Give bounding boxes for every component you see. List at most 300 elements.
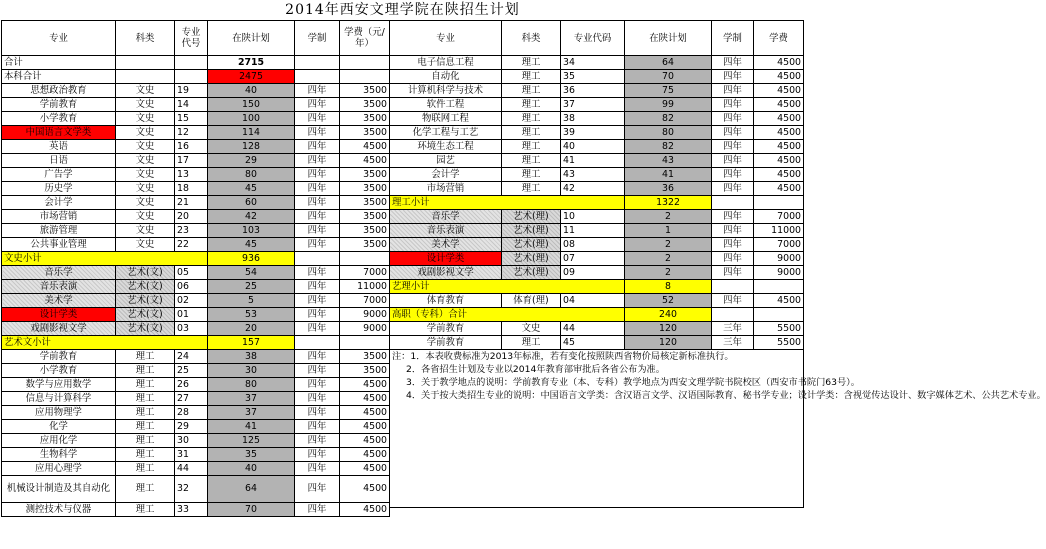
major-cell: 物联网工程 [390,112,502,126]
major-cell: 音乐表演 [390,224,502,238]
total-label: 合计 [2,56,116,70]
duration-cell: 四年 [712,294,754,308]
header-major: 专业 [2,21,116,56]
plan-cell: 45 [208,182,295,196]
table-row [390,56,804,70]
plan-cell: 37 [208,406,295,420]
code-cell: 25 [175,364,208,378]
code-cell: 29 [175,420,208,434]
category-cell: 文史 [116,112,175,126]
duration-cell: 四年 [295,503,340,517]
major-cell: 信息与计算科学 [2,392,116,406]
plan-cell: 42 [208,210,295,224]
notes-block [390,350,1046,508]
category-cell: 文史 [116,126,175,140]
category-cell: 理工 [502,84,561,98]
major-cell: 学前教育 [390,336,502,350]
table-row [390,140,804,154]
table-row [2,336,390,350]
fee-cell: 3500 [340,168,390,182]
table-row [2,308,390,322]
duration-cell: 四年 [295,210,340,224]
duration-cell: 四年 [712,252,754,266]
fee-cell: 7000 [754,238,804,252]
duration-cell: 四年 [712,266,754,280]
fee-cell: 3500 [340,350,390,364]
table-row [390,112,804,126]
table-row [2,98,390,112]
code-cell: 17 [175,154,208,168]
duration-cell: 四年 [712,112,754,126]
code-cell: 35 [561,70,625,84]
subtotal-plan: 8 [625,280,712,294]
subtotal-label: 文史小计 [2,252,208,266]
plan-cell: 2 [625,238,712,252]
category-cell: 艺术(理) [502,238,561,252]
category-cell: 文史 [116,98,175,112]
major-cell: 学前教育 [2,350,116,364]
major-cell: 软件工程 [390,98,502,112]
subtotal-label: 艺理小计 [390,280,625,294]
major-cell: 音乐表演 [2,280,116,294]
major-cell: 音乐学 [2,266,116,280]
duration-cell: 四年 [295,238,340,252]
table-row [2,252,390,266]
table-header-row [390,21,804,56]
duration-cell: 四年 [295,112,340,126]
left-plan-table [1,20,390,517]
fee-cell: 4500 [754,84,804,98]
table-row [2,503,390,517]
category-cell: 艺术(理) [502,252,561,266]
table-row [2,140,390,154]
duration-cell: 四年 [712,224,754,238]
plan-cell: 80 [208,378,295,392]
category-cell: 理工 [116,420,175,434]
code-cell: 24 [175,350,208,364]
table-row [2,462,390,476]
duration-cell: 四年 [295,140,340,154]
major-cell: 广告学 [2,168,116,182]
plan-cell: 29 [208,154,295,168]
duration-cell: 四年 [295,126,340,140]
table-row [390,196,804,210]
fee-cell: 4500 [340,420,390,434]
duration-cell: 四年 [712,70,754,84]
duration-cell: 四年 [712,238,754,252]
duration-cell: 四年 [712,98,754,112]
fee-cell: 4500 [340,434,390,448]
fee-cell: 3500 [340,182,390,196]
major-cell: 设计学类 [390,252,502,266]
header-plan: 在陕计划 [625,21,712,56]
fee-cell: 3500 [340,238,390,252]
code-cell: 36 [561,84,625,98]
plan-cell: 37 [208,392,295,406]
plan-cell: 114 [208,126,295,140]
note-line: 注：1．本表收费标准为2013年标准，若有变化按照陕西省物价局核定新标准执行。 [392,351,734,362]
category-cell: 理工 [502,182,561,196]
duration-cell: 四年 [295,98,340,112]
notes-row [390,350,804,508]
category-cell: 文史 [116,154,175,168]
fee-cell: 4500 [754,182,804,196]
category-cell: 艺术(文) [116,308,175,322]
plan-cell: 20 [208,322,295,336]
category-cell: 理工 [502,70,561,84]
subtotal-label: 理工小计 [390,196,625,210]
fee-cell: 7000 [340,266,390,280]
code-cell: 21 [175,196,208,210]
plan-cell: 82 [625,140,712,154]
code-cell: 14 [175,98,208,112]
major-cell: 英语 [2,140,116,154]
table-header-row [2,21,390,56]
plan-cell: 103 [208,224,295,238]
fee-cell: 11000 [754,224,804,238]
vocational-total-label: 高职（专科）合计 [390,308,625,322]
plan-cell: 52 [625,294,712,308]
header-code: 专业代码 [561,21,625,56]
category-cell: 理工 [116,392,175,406]
category-cell [116,56,175,70]
plan-cell: 150 [208,98,295,112]
code-cell: 07 [561,252,625,266]
major-cell: 日语 [2,154,116,168]
table-row [2,168,390,182]
code-cell: 43 [561,168,625,182]
major-cell: 市场营销 [2,210,116,224]
table-row [2,364,390,378]
table-row [2,392,390,406]
plan-cell: 1 [625,224,712,238]
category-cell: 理工 [116,503,175,517]
duration-cell: 四年 [295,154,340,168]
major-cell: 美术学 [390,238,502,252]
table-row [2,406,390,420]
major-cell: 化学 [2,420,116,434]
fee-cell: 4500 [754,140,804,154]
subtotal-plan: 1322 [625,196,712,210]
major-cell: 公共事业管理 [2,238,116,252]
plan-cell: 80 [208,168,295,182]
major-cell: 小学教育 [2,364,116,378]
plan-cell: 75 [625,84,712,98]
fee-cell: 4500 [340,503,390,517]
category-cell: 理工 [116,448,175,462]
table-row [390,168,804,182]
major-cell: 会计学 [390,168,502,182]
category-cell: 理工 [116,364,175,378]
table-row [390,322,804,336]
table-row [2,322,390,336]
category-cell: 艺术(文) [116,280,175,294]
code-cell: 41 [561,154,625,168]
duration-cell: 四年 [295,420,340,434]
fee-cell: 3500 [340,112,390,126]
code-cell: 38 [561,112,625,126]
category-cell: 艺术(理) [502,210,561,224]
major-cell: 市场营销 [390,182,502,196]
category-cell: 文史 [116,140,175,154]
plan-cell: 38 [208,350,295,364]
code-cell [175,70,208,84]
table-row [390,280,804,294]
duration-cell [295,70,340,84]
category-cell: 艺术(文) [116,266,175,280]
plan-cell: 2 [625,210,712,224]
major-cell: 数学与应用数学 [2,378,116,392]
plan-cell: 70 [208,503,295,517]
code-cell: 08 [561,238,625,252]
table-row [2,70,390,84]
plan-cell: 64 [625,56,712,70]
major-cell: 音乐学 [390,210,502,224]
table-row [2,224,390,238]
category-cell: 理工 [502,140,561,154]
duration-cell: 四年 [712,126,754,140]
fee-cell [754,308,804,322]
plan-cell: 70 [625,70,712,84]
page-title: 2014年西安文理学院在陕招生计划 [285,2,520,18]
header-fee: 学费 [754,21,804,56]
fee-cell: 4500 [754,154,804,168]
major-cell: 自动化 [390,70,502,84]
table-row [390,98,804,112]
vocational-total-plan: 240 [625,308,712,322]
header-major: 专业 [390,21,502,56]
fee-cell: 4500 [340,406,390,420]
header-duration: 学制 [712,21,754,56]
fee-cell: 4500 [340,154,390,168]
plan-cell: 41 [208,420,295,434]
table-row [2,126,390,140]
duration-cell: 四年 [295,308,340,322]
plan-cell: 30 [208,364,295,378]
duration-cell [295,252,340,266]
duration-cell: 四年 [712,154,754,168]
duration-cell: 四年 [295,434,340,448]
category-cell: 文史 [116,224,175,238]
major-cell: 化学工程与工艺 [390,126,502,140]
fee-cell [340,56,390,70]
category-cell: 理工 [502,336,561,350]
table-row [390,84,804,98]
fee-cell [754,280,804,294]
fee-cell: 9000 [340,322,390,336]
category-cell: 理工 [116,462,175,476]
category-cell: 理工 [502,112,561,126]
undergrad-total-label: 本科合计 [2,70,116,84]
code-cell: 13 [175,168,208,182]
category-cell: 理工 [502,56,561,70]
category-cell [116,70,175,84]
plan-cell: 41 [625,168,712,182]
plan-cell: 54 [208,266,295,280]
table-row [2,294,390,308]
table-row [2,280,390,294]
code-cell: 40 [561,140,625,154]
major-cell: 生物科学 [2,448,116,462]
duration-cell: 四年 [295,84,340,98]
fee-cell: 9000 [754,252,804,266]
major-cell: 中国语言文学类 [2,126,116,140]
category-cell: 理工 [502,168,561,182]
code-cell: 44 [175,462,208,476]
table-row [2,434,390,448]
table-row [2,420,390,434]
code-cell [175,56,208,70]
category-cell: 体育(理) [502,294,561,308]
duration-cell [712,196,754,210]
major-cell: 美术学 [2,294,116,308]
plan-cell: 60 [208,196,295,210]
code-cell: 20 [175,210,208,224]
table-row [2,210,390,224]
major-cell: 旅游管理 [2,224,116,238]
plan-cell: 128 [208,140,295,154]
fee-cell [340,252,390,266]
major-cell: 计算机科学与技术 [390,84,502,98]
fee-cell: 4500 [340,378,390,392]
duration-cell: 四年 [712,182,754,196]
table-row [2,448,390,462]
fee-cell: 7000 [340,294,390,308]
major-cell: 应用化学 [2,434,116,448]
category-cell: 文史 [116,238,175,252]
code-cell: 28 [175,406,208,420]
fee-cell: 4500 [340,462,390,476]
fee-cell: 9000 [754,266,804,280]
duration-cell: 四年 [295,462,340,476]
plan-cell: 25 [208,280,295,294]
category-cell: 艺术(理) [502,266,561,280]
fee-cell: 5500 [754,322,804,336]
plan-cell: 40 [208,84,295,98]
right-plan-table [389,20,1046,508]
note-line: 3．关于教学地点的说明：学前教育专业（本、专科）教学地点为西安文理学院书院校区（西安市书院门63号）。 [406,377,860,388]
header-category: 科类 [502,21,561,56]
fee-cell: 4500 [754,112,804,126]
code-cell: 01 [175,308,208,322]
major-cell: 设计学类 [2,308,116,322]
fee-cell: 3500 [340,364,390,378]
fee-cell: 4500 [340,392,390,406]
code-cell: 45 [561,336,625,350]
major-cell: 小学教育 [2,112,116,126]
category-cell: 理工 [116,434,175,448]
total-plan: 2715 [208,56,295,70]
code-cell: 32 [175,476,208,503]
table-row [2,154,390,168]
table-row [2,266,390,280]
table-row [390,210,804,224]
code-cell: 06 [175,280,208,294]
fee-cell: 4500 [754,98,804,112]
code-cell: 26 [175,378,208,392]
plan-cell: 80 [625,126,712,140]
subtotal-plan: 936 [208,252,295,266]
duration-cell: 四年 [295,322,340,336]
duration-cell: 四年 [295,406,340,420]
category-cell: 文史 [116,168,175,182]
header-plan: 在陕计划 [208,21,295,56]
duration-cell: 三年 [712,336,754,350]
category-cell: 艺术(文) [116,294,175,308]
category-cell: 理工 [502,154,561,168]
code-cell: 23 [175,224,208,238]
fee-cell: 4500 [754,70,804,84]
duration-cell: 四年 [295,476,340,503]
table-row [390,182,804,196]
duration-cell: 四年 [295,182,340,196]
duration-cell: 四年 [295,294,340,308]
code-cell: 34 [561,56,625,70]
duration-cell [295,336,340,350]
fee-cell: 4500 [754,126,804,140]
category-cell: 文史 [502,322,561,336]
code-cell: 18 [175,182,208,196]
table-row [390,336,804,350]
plan-cell: 2 [625,266,712,280]
plan-cell: 40 [208,462,295,476]
duration-cell: 四年 [712,56,754,70]
category-cell: 理工 [116,406,175,420]
plan-cell: 45 [208,238,295,252]
duration-cell: 四年 [295,266,340,280]
plan-cell: 43 [625,154,712,168]
category-cell: 文史 [116,182,175,196]
note-line: 2．各省招生计划及专业以2014年教育部审批后各省公布为准。 [406,364,665,375]
category-cell: 理工 [116,350,175,364]
code-cell: 44 [561,322,625,336]
plan-cell: 5 [208,294,295,308]
duration-cell: 四年 [295,392,340,406]
category-cell: 艺术(理) [502,224,561,238]
category-cell: 理工 [502,98,561,112]
code-cell: 27 [175,392,208,406]
subtotal-plan: 157 [208,336,295,350]
table-row [2,56,390,70]
table-row [2,238,390,252]
plan-cell: 2 [625,252,712,266]
fee-cell: 4500 [754,56,804,70]
major-cell: 测控技术与仪器 [2,503,116,517]
duration-cell: 四年 [295,196,340,210]
major-cell: 会计学 [2,196,116,210]
table-row [2,476,390,503]
category-cell: 文史 [116,84,175,98]
code-cell: 03 [175,322,208,336]
fee-cell [754,196,804,210]
undergrad-total-plan: 2475 [208,70,295,84]
fee-cell: 7000 [754,210,804,224]
header-category: 科类 [116,21,175,56]
plan-cell: 35 [208,448,295,462]
fee-cell: 9000 [340,308,390,322]
code-cell: 42 [561,182,625,196]
duration-cell: 四年 [295,280,340,294]
table-row [390,308,804,322]
table-row [390,252,804,266]
duration-cell: 四年 [295,224,340,238]
table-row [2,182,390,196]
plan-cell: 82 [625,112,712,126]
category-cell: 理工 [502,126,561,140]
table-row [390,154,804,168]
code-cell: 05 [175,266,208,280]
major-cell: 园艺 [390,154,502,168]
